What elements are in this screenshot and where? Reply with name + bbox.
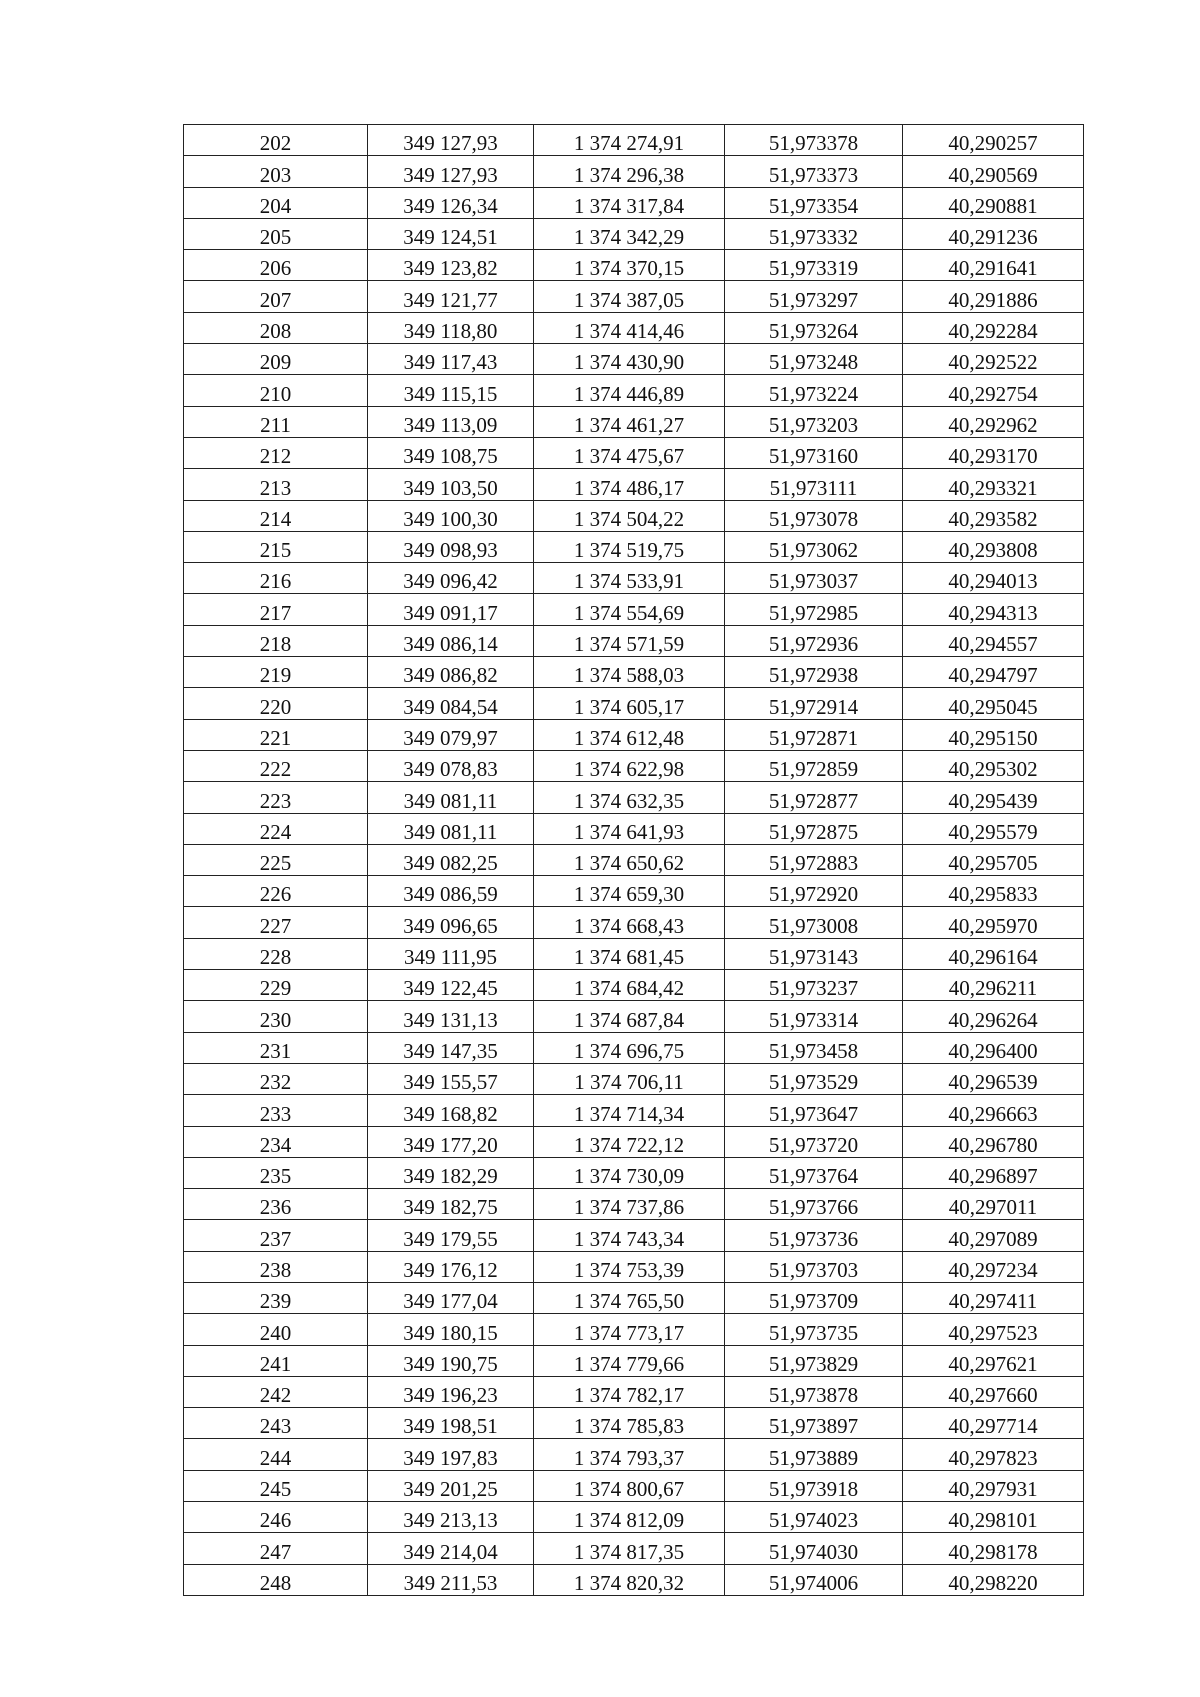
point-number-cell: 248 — [184, 1564, 368, 1595]
x-coordinate-cell: 349 179,55 — [368, 1220, 534, 1251]
table-row — [184, 1408, 1084, 1439]
latitude-cell: 51,973160 — [725, 437, 903, 468]
x-coordinate-cell: 349 086,82 — [368, 657, 534, 688]
x-coordinate-cell: 349 096,65 — [368, 907, 534, 938]
point-number-cell: 233 — [184, 1095, 368, 1126]
latitude-cell: 51,973703 — [725, 1251, 903, 1282]
x-coordinate-cell: 349 113,09 — [368, 406, 534, 437]
x-coordinate-cell: 349 182,29 — [368, 1157, 534, 1188]
table-row — [184, 719, 1084, 750]
longitude-cell: 40,297714 — [903, 1408, 1084, 1439]
table-row — [184, 531, 1084, 562]
x-coordinate-cell: 349 121,77 — [368, 281, 534, 312]
table-row — [184, 1001, 1084, 1032]
point-number-cell: 247 — [184, 1533, 368, 1564]
x-coordinate-cell: 349 081,11 — [368, 813, 534, 844]
longitude-cell: 40,296780 — [903, 1126, 1084, 1157]
table-row — [184, 250, 1084, 281]
longitude-cell: 40,297523 — [903, 1314, 1084, 1345]
latitude-cell: 51,972883 — [725, 844, 903, 875]
point-number-cell: 239 — [184, 1282, 368, 1313]
point-number-cell: 210 — [184, 375, 368, 406]
latitude-cell: 51,973378 — [725, 125, 903, 156]
longitude-cell: 40,294313 — [903, 594, 1084, 625]
latitude-cell: 51,973143 — [725, 938, 903, 969]
y-coordinate-cell: 1 374 659,30 — [534, 876, 725, 907]
latitude-cell: 51,973203 — [725, 406, 903, 437]
latitude-cell: 51,972877 — [725, 782, 903, 813]
longitude-cell: 40,295150 — [903, 719, 1084, 750]
latitude-cell: 51,973897 — [725, 1408, 903, 1439]
latitude-cell: 51,973736 — [725, 1220, 903, 1251]
point-number-cell: 236 — [184, 1189, 368, 1220]
latitude-cell: 51,973224 — [725, 375, 903, 406]
x-coordinate-cell: 349 177,04 — [368, 1282, 534, 1313]
y-coordinate-cell: 1 374 650,62 — [534, 844, 725, 875]
y-coordinate-cell: 1 374 370,15 — [534, 250, 725, 281]
point-number-cell: 209 — [184, 344, 368, 375]
x-coordinate-cell: 349 082,25 — [368, 844, 534, 875]
longitude-cell: 40,295705 — [903, 844, 1084, 875]
y-coordinate-cell: 1 374 800,67 — [534, 1470, 725, 1501]
y-coordinate-cell: 1 374 773,17 — [534, 1314, 725, 1345]
longitude-cell: 40,294557 — [903, 625, 1084, 656]
x-coordinate-cell: 349 182,75 — [368, 1189, 534, 1220]
y-coordinate-cell: 1 374 737,86 — [534, 1189, 725, 1220]
table-row — [184, 688, 1084, 719]
point-number-cell: 244 — [184, 1439, 368, 1470]
y-coordinate-cell: 1 374 486,17 — [534, 469, 725, 500]
y-coordinate-cell: 1 374 743,34 — [534, 1220, 725, 1251]
latitude-cell: 51,973237 — [725, 970, 903, 1001]
point-number-cell: 234 — [184, 1126, 368, 1157]
x-coordinate-cell: 349 096,42 — [368, 563, 534, 594]
x-coordinate-cell: 349 155,57 — [368, 1063, 534, 1094]
point-number-cell: 235 — [184, 1157, 368, 1188]
latitude-cell: 51,973062 — [725, 531, 903, 562]
table-row — [184, 625, 1084, 656]
point-number-cell: 228 — [184, 938, 368, 969]
point-number-cell: 219 — [184, 657, 368, 688]
point-number-cell: 214 — [184, 500, 368, 531]
latitude-cell: 51,973111 — [725, 469, 903, 500]
table-row — [184, 156, 1084, 187]
table-row — [184, 344, 1084, 375]
point-number-cell: 245 — [184, 1470, 368, 1501]
table-row — [184, 750, 1084, 781]
point-number-cell: 246 — [184, 1502, 368, 1533]
x-coordinate-cell: 349 086,59 — [368, 876, 534, 907]
y-coordinate-cell: 1 374 317,84 — [534, 187, 725, 218]
x-coordinate-cell: 349 117,43 — [368, 344, 534, 375]
longitude-cell: 40,296164 — [903, 938, 1084, 969]
x-coordinate-cell: 349 147,35 — [368, 1032, 534, 1063]
table-row — [184, 1095, 1084, 1126]
longitude-cell: 40,290569 — [903, 156, 1084, 187]
longitude-cell: 40,294797 — [903, 657, 1084, 688]
point-number-cell: 202 — [184, 125, 368, 156]
point-number-cell: 227 — [184, 907, 368, 938]
point-number-cell: 204 — [184, 187, 368, 218]
table-row — [184, 782, 1084, 813]
y-coordinate-cell: 1 374 342,29 — [534, 218, 725, 249]
longitude-cell: 40,292962 — [903, 406, 1084, 437]
point-number-cell: 217 — [184, 594, 368, 625]
point-number-cell: 212 — [184, 437, 368, 468]
point-number-cell: 215 — [184, 531, 368, 562]
latitude-cell: 51,973037 — [725, 563, 903, 594]
longitude-cell: 40,292754 — [903, 375, 1084, 406]
latitude-cell: 51,974006 — [725, 1564, 903, 1595]
table-row — [184, 1470, 1084, 1501]
y-coordinate-cell: 1 374 461,27 — [534, 406, 725, 437]
longitude-cell: 40,297931 — [903, 1470, 1084, 1501]
y-coordinate-cell: 1 374 687,84 — [534, 1001, 725, 1032]
point-number-cell: 240 — [184, 1314, 368, 1345]
latitude-cell: 51,974030 — [725, 1533, 903, 1564]
point-number-cell: 208 — [184, 312, 368, 343]
x-coordinate-cell: 349 127,93 — [368, 125, 534, 156]
point-number-cell: 242 — [184, 1376, 368, 1407]
x-coordinate-cell: 349 131,13 — [368, 1001, 534, 1032]
y-coordinate-cell: 1 374 446,89 — [534, 375, 725, 406]
table-row — [184, 187, 1084, 218]
point-number-cell: 238 — [184, 1251, 368, 1282]
longitude-cell: 40,296400 — [903, 1032, 1084, 1063]
x-coordinate-cell: 349 213,13 — [368, 1502, 534, 1533]
point-number-cell: 226 — [184, 876, 368, 907]
table-row — [184, 125, 1084, 156]
longitude-cell: 40,298178 — [903, 1533, 1084, 1564]
longitude-cell: 40,297411 — [903, 1282, 1084, 1313]
x-coordinate-cell: 349 124,51 — [368, 218, 534, 249]
x-coordinate-cell: 349 201,25 — [368, 1470, 534, 1501]
longitude-cell: 40,296211 — [903, 970, 1084, 1001]
latitude-cell: 51,973829 — [725, 1345, 903, 1376]
latitude-cell: 51,973878 — [725, 1376, 903, 1407]
longitude-cell: 40,295045 — [903, 688, 1084, 719]
y-coordinate-cell: 1 374 588,03 — [534, 657, 725, 688]
x-coordinate-cell: 349 108,75 — [368, 437, 534, 468]
y-coordinate-cell: 1 374 753,39 — [534, 1251, 725, 1282]
y-coordinate-cell: 1 374 820,32 — [534, 1564, 725, 1595]
table-row — [184, 844, 1084, 875]
longitude-cell: 40,297660 — [903, 1376, 1084, 1407]
table-row — [184, 1282, 1084, 1313]
latitude-cell: 51,973332 — [725, 218, 903, 249]
table-row — [184, 375, 1084, 406]
table-row — [184, 1314, 1084, 1345]
latitude-cell: 51,972985 — [725, 594, 903, 625]
point-number-cell: 231 — [184, 1032, 368, 1063]
point-number-cell: 211 — [184, 406, 368, 437]
latitude-cell: 51,973766 — [725, 1189, 903, 1220]
latitude-cell: 51,973709 — [725, 1282, 903, 1313]
y-coordinate-cell: 1 374 817,35 — [534, 1533, 725, 1564]
y-coordinate-cell: 1 374 641,93 — [534, 813, 725, 844]
x-coordinate-cell: 349 103,50 — [368, 469, 534, 500]
point-number-cell: 221 — [184, 719, 368, 750]
x-coordinate-cell: 349 098,93 — [368, 531, 534, 562]
x-coordinate-cell: 349 111,95 — [368, 938, 534, 969]
latitude-cell: 51,972859 — [725, 750, 903, 781]
latitude-cell: 51,973647 — [725, 1095, 903, 1126]
latitude-cell: 51,973297 — [725, 281, 903, 312]
latitude-cell: 51,973264 — [725, 312, 903, 343]
x-coordinate-cell: 349 091,17 — [368, 594, 534, 625]
point-number-cell: 216 — [184, 563, 368, 594]
point-number-cell: 243 — [184, 1408, 368, 1439]
y-coordinate-cell: 1 374 714,34 — [534, 1095, 725, 1126]
table-row — [184, 1032, 1084, 1063]
longitude-cell: 40,292522 — [903, 344, 1084, 375]
table-row — [184, 1157, 1084, 1188]
longitude-cell: 40,298220 — [903, 1564, 1084, 1595]
table-row — [184, 1439, 1084, 1470]
point-number-cell: 224 — [184, 813, 368, 844]
longitude-cell: 40,293170 — [903, 437, 1084, 468]
latitude-cell: 51,973354 — [725, 187, 903, 218]
y-coordinate-cell: 1 374 504,22 — [534, 500, 725, 531]
longitude-cell: 40,296897 — [903, 1157, 1084, 1188]
longitude-cell: 40,295970 — [903, 907, 1084, 938]
point-number-cell: 230 — [184, 1001, 368, 1032]
latitude-cell: 51,972914 — [725, 688, 903, 719]
table-row — [184, 281, 1084, 312]
x-coordinate-cell: 349 127,93 — [368, 156, 534, 187]
longitude-cell: 40,290257 — [903, 125, 1084, 156]
table-row — [184, 1189, 1084, 1220]
x-coordinate-cell: 349 177,20 — [368, 1126, 534, 1157]
y-coordinate-cell: 1 374 519,75 — [534, 531, 725, 562]
longitude-cell: 40,298101 — [903, 1502, 1084, 1533]
latitude-cell: 51,973008 — [725, 907, 903, 938]
table-row — [184, 970, 1084, 1001]
point-number-cell: 203 — [184, 156, 368, 187]
latitude-cell: 51,974023 — [725, 1502, 903, 1533]
y-coordinate-cell: 1 374 779,66 — [534, 1345, 725, 1376]
x-coordinate-cell: 349 115,15 — [368, 375, 534, 406]
table-row — [184, 406, 1084, 437]
point-number-cell: 225 — [184, 844, 368, 875]
x-coordinate-cell: 349 123,82 — [368, 250, 534, 281]
x-coordinate-cell: 349 079,97 — [368, 719, 534, 750]
x-coordinate-cell: 349 180,15 — [368, 1314, 534, 1345]
table-row — [184, 1251, 1084, 1282]
table-row — [184, 876, 1084, 907]
longitude-cell: 40,297011 — [903, 1189, 1084, 1220]
point-number-cell: 218 — [184, 625, 368, 656]
longitude-cell: 40,295579 — [903, 813, 1084, 844]
point-number-cell: 220 — [184, 688, 368, 719]
x-coordinate-cell: 349 078,83 — [368, 750, 534, 781]
longitude-cell: 40,297089 — [903, 1220, 1084, 1251]
y-coordinate-cell: 1 374 533,91 — [534, 563, 725, 594]
y-coordinate-cell: 1 374 785,83 — [534, 1408, 725, 1439]
longitude-cell: 40,291886 — [903, 281, 1084, 312]
latitude-cell: 51,972871 — [725, 719, 903, 750]
y-coordinate-cell: 1 374 765,50 — [534, 1282, 725, 1313]
y-coordinate-cell: 1 374 605,17 — [534, 688, 725, 719]
x-coordinate-cell: 349 126,34 — [368, 187, 534, 218]
y-coordinate-cell: 1 374 706,11 — [534, 1063, 725, 1094]
table-row — [184, 563, 1084, 594]
y-coordinate-cell: 1 374 793,37 — [534, 1439, 725, 1470]
latitude-cell: 51,973373 — [725, 156, 903, 187]
table-row — [184, 500, 1084, 531]
longitude-cell: 40,290881 — [903, 187, 1084, 218]
longitude-cell: 40,294013 — [903, 563, 1084, 594]
x-coordinate-cell: 349 211,53 — [368, 1564, 534, 1595]
table-row — [184, 437, 1084, 468]
longitude-cell: 40,296264 — [903, 1001, 1084, 1032]
latitude-cell: 51,973078 — [725, 500, 903, 531]
y-coordinate-cell: 1 374 782,17 — [534, 1376, 725, 1407]
point-number-cell: 232 — [184, 1063, 368, 1094]
longitude-cell: 40,295439 — [903, 782, 1084, 813]
y-coordinate-cell: 1 374 668,43 — [534, 907, 725, 938]
table-row — [184, 218, 1084, 249]
x-coordinate-cell: 349 118,80 — [368, 312, 534, 343]
x-coordinate-cell: 349 198,51 — [368, 1408, 534, 1439]
y-coordinate-cell: 1 374 274,91 — [534, 125, 725, 156]
y-coordinate-cell: 1 374 730,09 — [534, 1157, 725, 1188]
point-number-cell: 241 — [184, 1345, 368, 1376]
table-row — [184, 938, 1084, 969]
longitude-cell: 40,296539 — [903, 1063, 1084, 1094]
longitude-cell: 40,293808 — [903, 531, 1084, 562]
y-coordinate-cell: 1 374 684,42 — [534, 970, 725, 1001]
point-number-cell: 206 — [184, 250, 368, 281]
table-row — [184, 1220, 1084, 1251]
x-coordinate-cell: 349 122,45 — [368, 970, 534, 1001]
point-number-cell: 237 — [184, 1220, 368, 1251]
y-coordinate-cell: 1 374 296,38 — [534, 156, 725, 187]
longitude-cell: 40,291236 — [903, 218, 1084, 249]
x-coordinate-cell: 349 086,14 — [368, 625, 534, 656]
table-row — [184, 1564, 1084, 1595]
y-coordinate-cell: 1 374 632,35 — [534, 782, 725, 813]
y-coordinate-cell: 1 374 571,59 — [534, 625, 725, 656]
longitude-cell: 40,295302 — [903, 750, 1084, 781]
coordinates-table-body — [184, 125, 1084, 1596]
longitude-cell: 40,292284 — [903, 312, 1084, 343]
longitude-cell: 40,293582 — [903, 500, 1084, 531]
table-row — [184, 1376, 1084, 1407]
latitude-cell: 51,973918 — [725, 1470, 903, 1501]
table-row — [184, 1502, 1084, 1533]
y-coordinate-cell: 1 374 554,69 — [534, 594, 725, 625]
point-number-cell: 213 — [184, 469, 368, 500]
y-coordinate-cell: 1 374 812,09 — [534, 1502, 725, 1533]
latitude-cell: 51,972936 — [725, 625, 903, 656]
latitude-cell: 51,973248 — [725, 344, 903, 375]
y-coordinate-cell: 1 374 722,12 — [534, 1126, 725, 1157]
longitude-cell: 40,291641 — [903, 250, 1084, 281]
y-coordinate-cell: 1 374 475,67 — [534, 437, 725, 468]
longitude-cell: 40,297621 — [903, 1345, 1084, 1376]
table-row — [184, 594, 1084, 625]
longitude-cell: 40,297823 — [903, 1439, 1084, 1470]
longitude-cell: 40,293321 — [903, 469, 1084, 500]
latitude-cell: 51,973529 — [725, 1063, 903, 1094]
point-number-cell: 222 — [184, 750, 368, 781]
table-row — [184, 312, 1084, 343]
latitude-cell: 51,973735 — [725, 1314, 903, 1345]
x-coordinate-cell: 349 084,54 — [368, 688, 534, 719]
x-coordinate-cell: 349 176,12 — [368, 1251, 534, 1282]
x-coordinate-cell: 349 081,11 — [368, 782, 534, 813]
table-row — [184, 657, 1084, 688]
coordinates-table — [183, 124, 1084, 1596]
y-coordinate-cell: 1 374 612,48 — [534, 719, 725, 750]
point-number-cell: 205 — [184, 218, 368, 249]
latitude-cell: 51,973764 — [725, 1157, 903, 1188]
x-coordinate-cell: 349 214,04 — [368, 1533, 534, 1564]
point-number-cell: 223 — [184, 782, 368, 813]
latitude-cell: 51,972875 — [725, 813, 903, 844]
point-number-cell: 229 — [184, 970, 368, 1001]
latitude-cell: 51,972938 — [725, 657, 903, 688]
x-coordinate-cell: 349 196,23 — [368, 1376, 534, 1407]
x-coordinate-cell: 349 100,30 — [368, 500, 534, 531]
table-row — [184, 1126, 1084, 1157]
latitude-cell: 51,973458 — [725, 1032, 903, 1063]
latitude-cell: 51,973889 — [725, 1439, 903, 1470]
latitude-cell: 51,973720 — [725, 1126, 903, 1157]
table-row — [184, 813, 1084, 844]
longitude-cell: 40,295833 — [903, 876, 1084, 907]
x-coordinate-cell: 349 190,75 — [368, 1345, 534, 1376]
latitude-cell: 51,972920 — [725, 876, 903, 907]
latitude-cell: 51,973314 — [725, 1001, 903, 1032]
table-row — [184, 1063, 1084, 1094]
y-coordinate-cell: 1 374 622,98 — [534, 750, 725, 781]
point-number-cell: 207 — [184, 281, 368, 312]
table-row — [184, 1533, 1084, 1564]
x-coordinate-cell: 349 168,82 — [368, 1095, 534, 1126]
table-row — [184, 469, 1084, 500]
y-coordinate-cell: 1 374 681,45 — [534, 938, 725, 969]
longitude-cell: 40,296663 — [903, 1095, 1084, 1126]
latitude-cell: 51,973319 — [725, 250, 903, 281]
y-coordinate-cell: 1 374 696,75 — [534, 1032, 725, 1063]
table-row — [184, 1345, 1084, 1376]
longitude-cell: 40,297234 — [903, 1251, 1084, 1282]
x-coordinate-cell: 349 197,83 — [368, 1439, 534, 1470]
y-coordinate-cell: 1 374 387,05 — [534, 281, 725, 312]
table-row — [184, 907, 1084, 938]
y-coordinate-cell: 1 374 414,46 — [534, 312, 725, 343]
y-coordinate-cell: 1 374 430,90 — [534, 344, 725, 375]
